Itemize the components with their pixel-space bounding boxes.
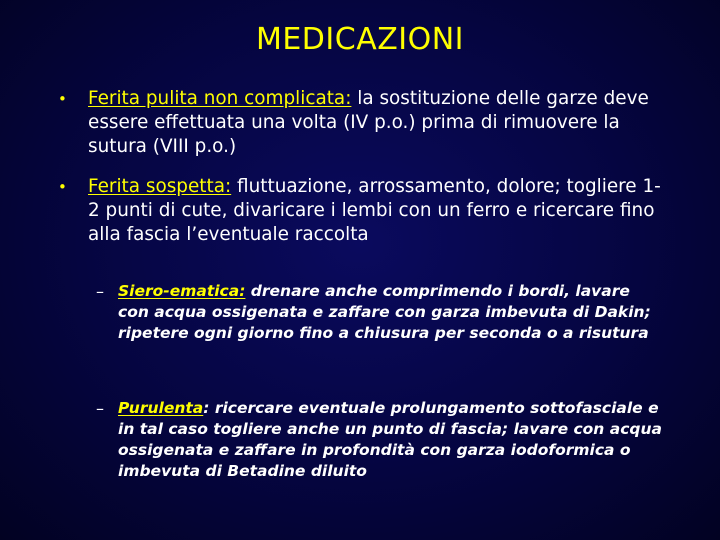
bullet-body: fluttuazione, arrossamento, dolore; togliere 1-2 punti di cute, divaricare i lembi con un ferro e ricercare fino alla fascia l’eventuale raccolta xyxy=(88,176,661,245)
bullet-dot: • xyxy=(58,178,67,196)
sub-bullet-label: Purulenta xyxy=(118,399,204,417)
bullet-text xyxy=(88,175,668,247)
bullet-text xyxy=(88,87,668,159)
sub-bullet-dash: – xyxy=(96,282,104,301)
bullet-dot: • xyxy=(58,90,67,108)
sub-bullet-body: ricercare eventuale prolungamento sottofasciale e in tal caso togliere anche un punto di fascia; lavare con acqua ossigenata e zaffare in profondità con garza iodoformica o imbevuta di Betadine diluito xyxy=(118,399,662,480)
bullet-label: Ferita sospetta: xyxy=(88,176,232,197)
sub-bullet-text xyxy=(118,281,666,344)
sub-bullet-item xyxy=(96,398,666,482)
sub-bullet-dash: – xyxy=(96,399,104,418)
bullet-item xyxy=(58,87,668,159)
bullet-body: la sostituzione delle garze deve essere effettuata una volta (IV p.o.) prima di rimuovere la sutura (VIII p.o.) xyxy=(88,88,649,157)
bullet-item xyxy=(58,175,668,247)
bullet-label: Ferita pulita non complicata: xyxy=(88,88,352,109)
sub-bullet-body: drenare anche comprimendo i bordi, lavare con acqua ossigenata e zaffare con garza imbevuta di Dakin; ripetere ogni giorno fino a chiusura per seconda o a risutura xyxy=(118,282,651,342)
sub-bullet-label: Siero-ematica: xyxy=(118,282,246,300)
slide-title: MEDICAZIONI xyxy=(255,22,465,57)
sub-bullet-item xyxy=(96,281,666,344)
sub-bullet-text xyxy=(118,398,666,482)
sub-bullet-colon: : xyxy=(203,399,210,417)
